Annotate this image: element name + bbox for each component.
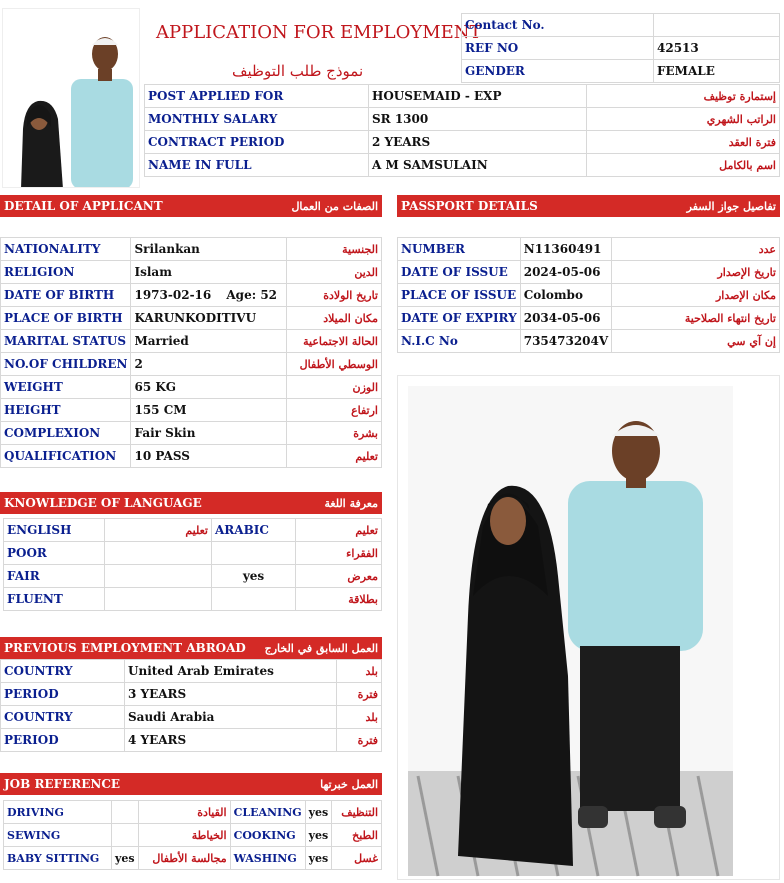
- post-row: CONTRACT PERIOD 2 YEARS فترة العقد: [145, 131, 780, 154]
- page-title: APPLICATION FOR EMPLOYMENT: [156, 22, 482, 43]
- gender-value: FEMALE: [654, 60, 780, 83]
- table-row: NATIONALITY Srilankan الجنسية: [1, 238, 382, 261]
- passport-table: [397, 237, 780, 353]
- applicant-table: [0, 237, 382, 468]
- table-row: DATE OF EXPIRY 2034-05-06 تاريخ انتهاء الصلاحية: [398, 307, 780, 330]
- table-row: PERIOD 3 YEARS فترة: [1, 683, 382, 706]
- ref-label: REF NO: [462, 37, 654, 60]
- applicant-section-header: DETAIL OF APPLICANT الصفات من العمال: [0, 195, 382, 217]
- table-row: QUALIFICATION 10 PASS تعليم: [1, 445, 382, 468]
- table-row: MARITAL STATUS Married الحالة الاجتماعية: [1, 330, 382, 353]
- table-row: DRIVING القيادة CLEANING yes التنظيف: [4, 801, 382, 824]
- post-table: [144, 84, 780, 177]
- top-info-table: [461, 13, 780, 83]
- table-row: FAIR yes معرض: [4, 565, 382, 588]
- table-row: FLUENT بطلاقة: [4, 588, 382, 611]
- table-row: NO.OF CHILDREN 2 الوسطي الأطفال: [1, 353, 382, 376]
- post-row: MONTHLY SALARY SR 1300 الراتب الشهري: [145, 108, 780, 131]
- job-reference-section-header: JOB REFERENCE العمل خبرتها: [0, 773, 382, 795]
- previous-employment-section-header: PREVIOUS EMPLOYMENT ABROAD العمل السابق في الخارج: [0, 637, 382, 659]
- table-row: PLACE OF BIRTH KARUNKODITIVU مكان الميلاد: [1, 307, 382, 330]
- language-section-header: KNOWLEDGE OF LANGUAGE معرفة اللغة: [0, 492, 382, 514]
- table-row: PLACE OF ISSUE Colombo مكان الإصدار: [398, 284, 780, 307]
- ref-value: 42513: [654, 37, 780, 60]
- contact-label: Contact No.: [462, 14, 654, 37]
- table-row: DATE OF BIRTH 1973-02-16 Age: 52 تاريخ الولادة: [1, 284, 382, 307]
- table-row: WEIGHT 65 KG الوزن: [1, 376, 382, 399]
- previous-employment-table: [0, 659, 382, 752]
- table-row: COUNTRY Saudi Arabia بلد: [1, 706, 382, 729]
- table-row: ENGLISH تعليم ARABIC تعليم: [4, 519, 382, 542]
- table-row: N.I.C No 735473204V إن آي سي: [398, 330, 780, 353]
- table-row: COMPLEXION Fair Skin بشرة: [1, 422, 382, 445]
- gender-label: GENDER: [462, 60, 654, 83]
- table-row: RELIGION Islam الدين: [1, 261, 382, 284]
- post-row: NAME IN FULL A M SAMSULAIN اسم بالكامل: [145, 154, 780, 177]
- applicant-photo-large: [397, 375, 780, 880]
- contact-value: [654, 14, 780, 37]
- post-row: POST APPLIED FOR HOUSEMAID - EXP إستمارة توظيف: [145, 85, 780, 108]
- language-table: [3, 518, 382, 611]
- table-row: POOR الفقراء: [4, 542, 382, 565]
- table-row: BABY SITTING yes مجالسة الأطفال WASHING yes غسل: [4, 847, 382, 870]
- job-reference-table: [3, 800, 382, 870]
- table-row: SEWING الخياطة COOKING yes الطبخ: [4, 824, 382, 847]
- table-row: HEIGHT 155 CM ارتفاع: [1, 399, 382, 422]
- table-row: PERIOD 4 YEARS فترة: [1, 729, 382, 752]
- table-row: DATE OF ISSUE 2024-05-06 تاريخ الإصدار: [398, 261, 780, 284]
- table-row: COUNTRY United Arab Emirates بلد: [1, 660, 382, 683]
- table-row: NUMBER N11360491 عدد: [398, 238, 780, 261]
- page-title-arabic: نموذج طلب التوظيف: [232, 62, 364, 80]
- applicant-photo-small: [2, 8, 140, 188]
- passport-section-header: PASSPORT DETAILS تفاصيل جواز السفر: [397, 195, 780, 217]
